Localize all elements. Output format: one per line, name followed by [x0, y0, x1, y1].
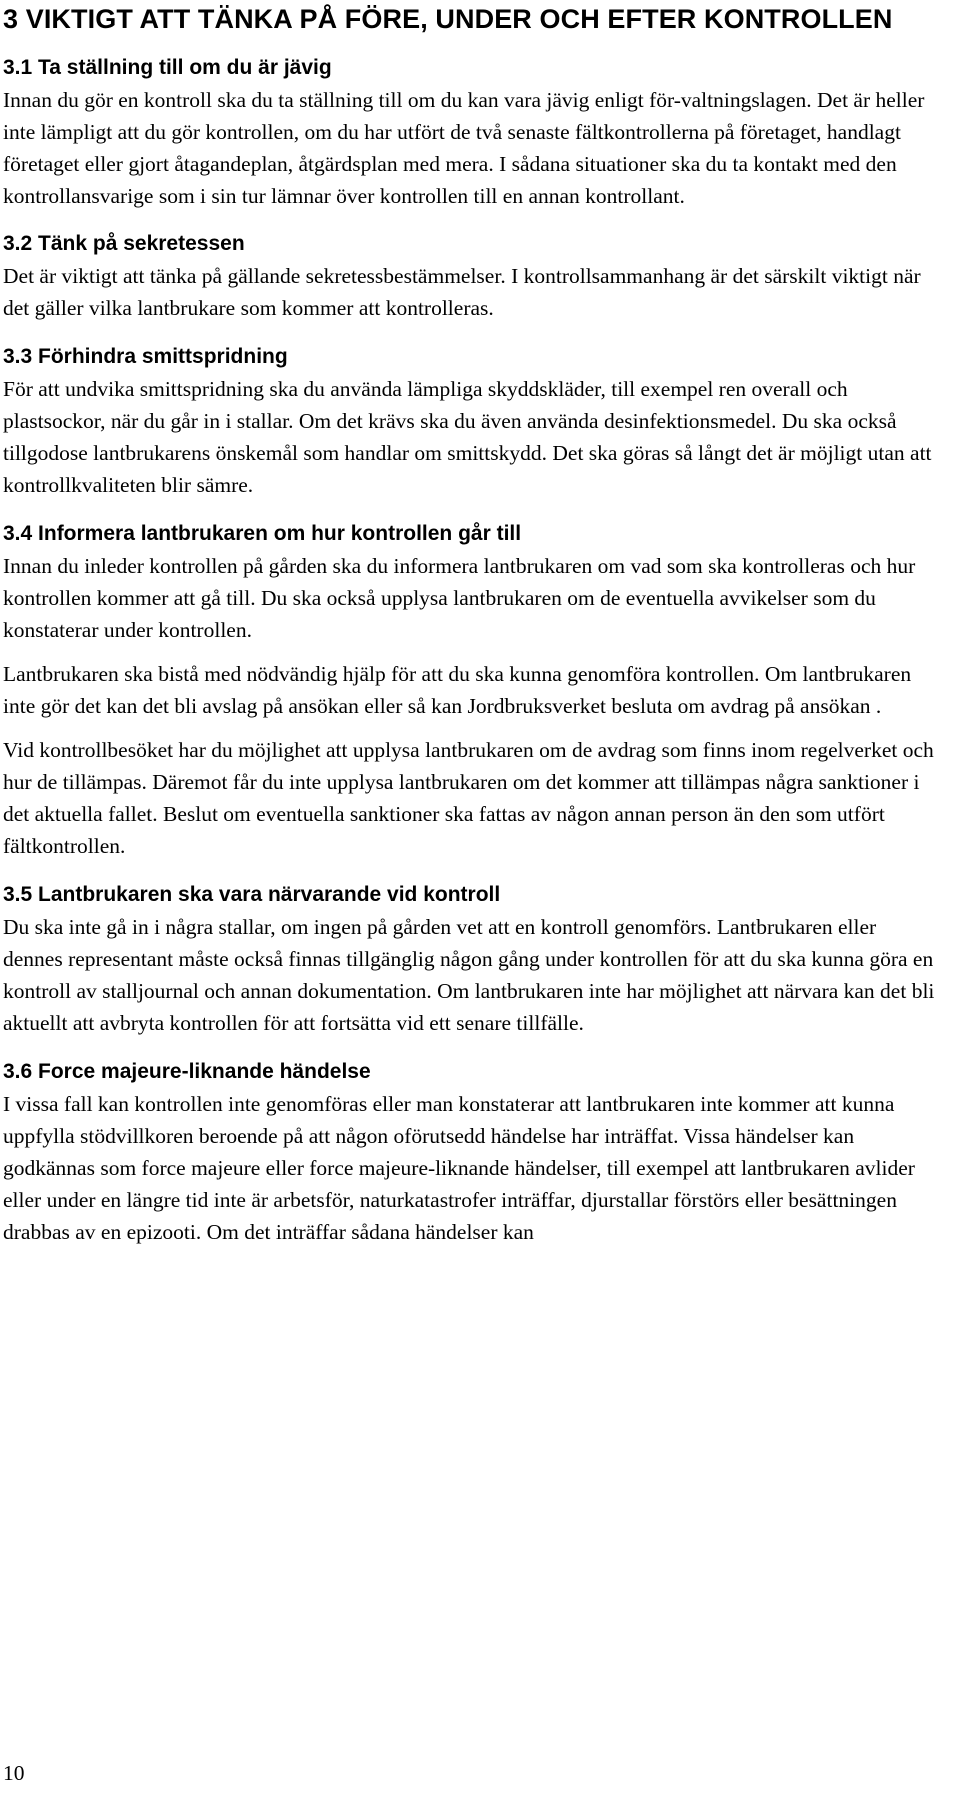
- section-heading-3-6: 3.6 Force majeure-liknande händelse: [3, 1060, 371, 1083]
- section-heading-3-1: 3.1 Ta ställning till om du är jävig: [3, 56, 332, 79]
- section-heading-3-5: 3.5 Lantbrukaren ska vara närvarande vid kontroll: [3, 883, 501, 906]
- section-3-4-paragraph-2: Lantbrukaren ska bistå med nödvändig hjälp för att du ska kunna genomföra kontrollen. Om lantbrukaren inte gör det kan det bli avslag på ansökan eller så kan Jordbruksverket besluta om avdrag på ansökan .: [3, 662, 912, 718]
- section-heading-3-4: 3.4 Informera lantbrukaren om hur kontrollen går till: [3, 522, 522, 545]
- section-3-4-paragraph-1: Innan du inleder kontrollen på gården ska du informera lantbrukaren om vad som ska kontrolleras och hur kontrollen kommer att gå till. Du ska också upplysa lantbrukaren om de eventuella avvikelser som du konstaterar under kontrollen.: [3, 554, 916, 642]
- section-3-1-paragraph-1: Innan du gör en kontroll ska du ta ställning till om du kan vara jävig enligt för-valtningslagen. Det är heller inte lämpligt att du gör kontrollen, om du har utfört de två senaste fältkontrollerna på företaget, handlagt företaget eller gjort åtagandeplan, åtgärdsplan med mera. I sådana situationer ska du ta kontakt med den kontrollansvarige som i sin tur lämnar över kontrollen till en annan kontrollant.: [3, 88, 925, 208]
- section-3-5-paragraph-1: Du ska inte gå in i några stallar, om ingen på gården vet att en kontroll genomförs. Lantbrukaren eller dennes representant måste också finnas tillgänglig någon gång under kontrollen för att du ska kunna göra en kontroll av stalljournal och annan dokumentation. Om lantbrukaren inte har möjlighet att närvara kan det bli aktuellt att avbryta kontrollen för att fortsätta vid ett senare tillfälle.: [3, 915, 935, 1035]
- section-3-4-paragraph-3: Vid kontrollbesöket har du möjlighet att upplysa lantbrukaren om de avdrag som finns inom regelverket och hur de tillämpas. Däremot får du inte upplysa lantbrukaren om det kommer att tillämpas några sanktioner i det aktuella fallet. Beslut om eventuella sanktioner ska fattas av någon annan person än den som utfört fältkontrollen.: [3, 738, 934, 858]
- section-3-6-paragraph-1: I vissa fall kan kontrollen inte genomföras eller man konstaterar att lantbrukaren inte kommer att kunna uppfylla stödvillkoren beroende på att någon oförutsedd händelse har inträffat. Vissa händelser kan godkännas som force majeure eller force majeure-liknande händelser, till exempel att lantbrukaren avlider eller under en längre tid inte är arbetsför, naturkatastrofer inträffar, djurstallar förstörs eller besättningen drabbas av en epizooti. Om det inträffar sådana händelser kan: [3, 1092, 915, 1244]
- page-content: [3, 0, 938, 1248]
- section-heading-3-2: 3.2 Tänk på sekretessen: [3, 232, 245, 255]
- section-3-2-paragraph-1: Det är viktigt att tänka på gällande sekretessbestämmelser. I kontrollsammanhang är det särskilt viktigt när det gäller vilka lantbrukare som kommer att kontrolleras.: [3, 264, 921, 320]
- page-number: 10: [3, 1761, 25, 1785]
- section-3-3-paragraph-1: För att undvika smittspridning ska du använda lämpliga skyddskläder, till exempel ren overall och plastsockor, när du går in i stallar. Om det krävs ska du även använda desinfektionsmedel. Du ska också tillgodose lantbrukarens önskemål som handlar om smittskydd. Det ska göras så långt det är möjligt utan att kontrollkvaliteten blir sämre.: [3, 377, 932, 497]
- chapter-title: 3 VIKTIGT ATT TÄNKA PÅ FÖRE, UNDER OCH EFTER KONTROLLEN: [3, 4, 893, 34]
- section-heading-3-3: 3.3 Förhindra smittspridning: [3, 345, 288, 368]
